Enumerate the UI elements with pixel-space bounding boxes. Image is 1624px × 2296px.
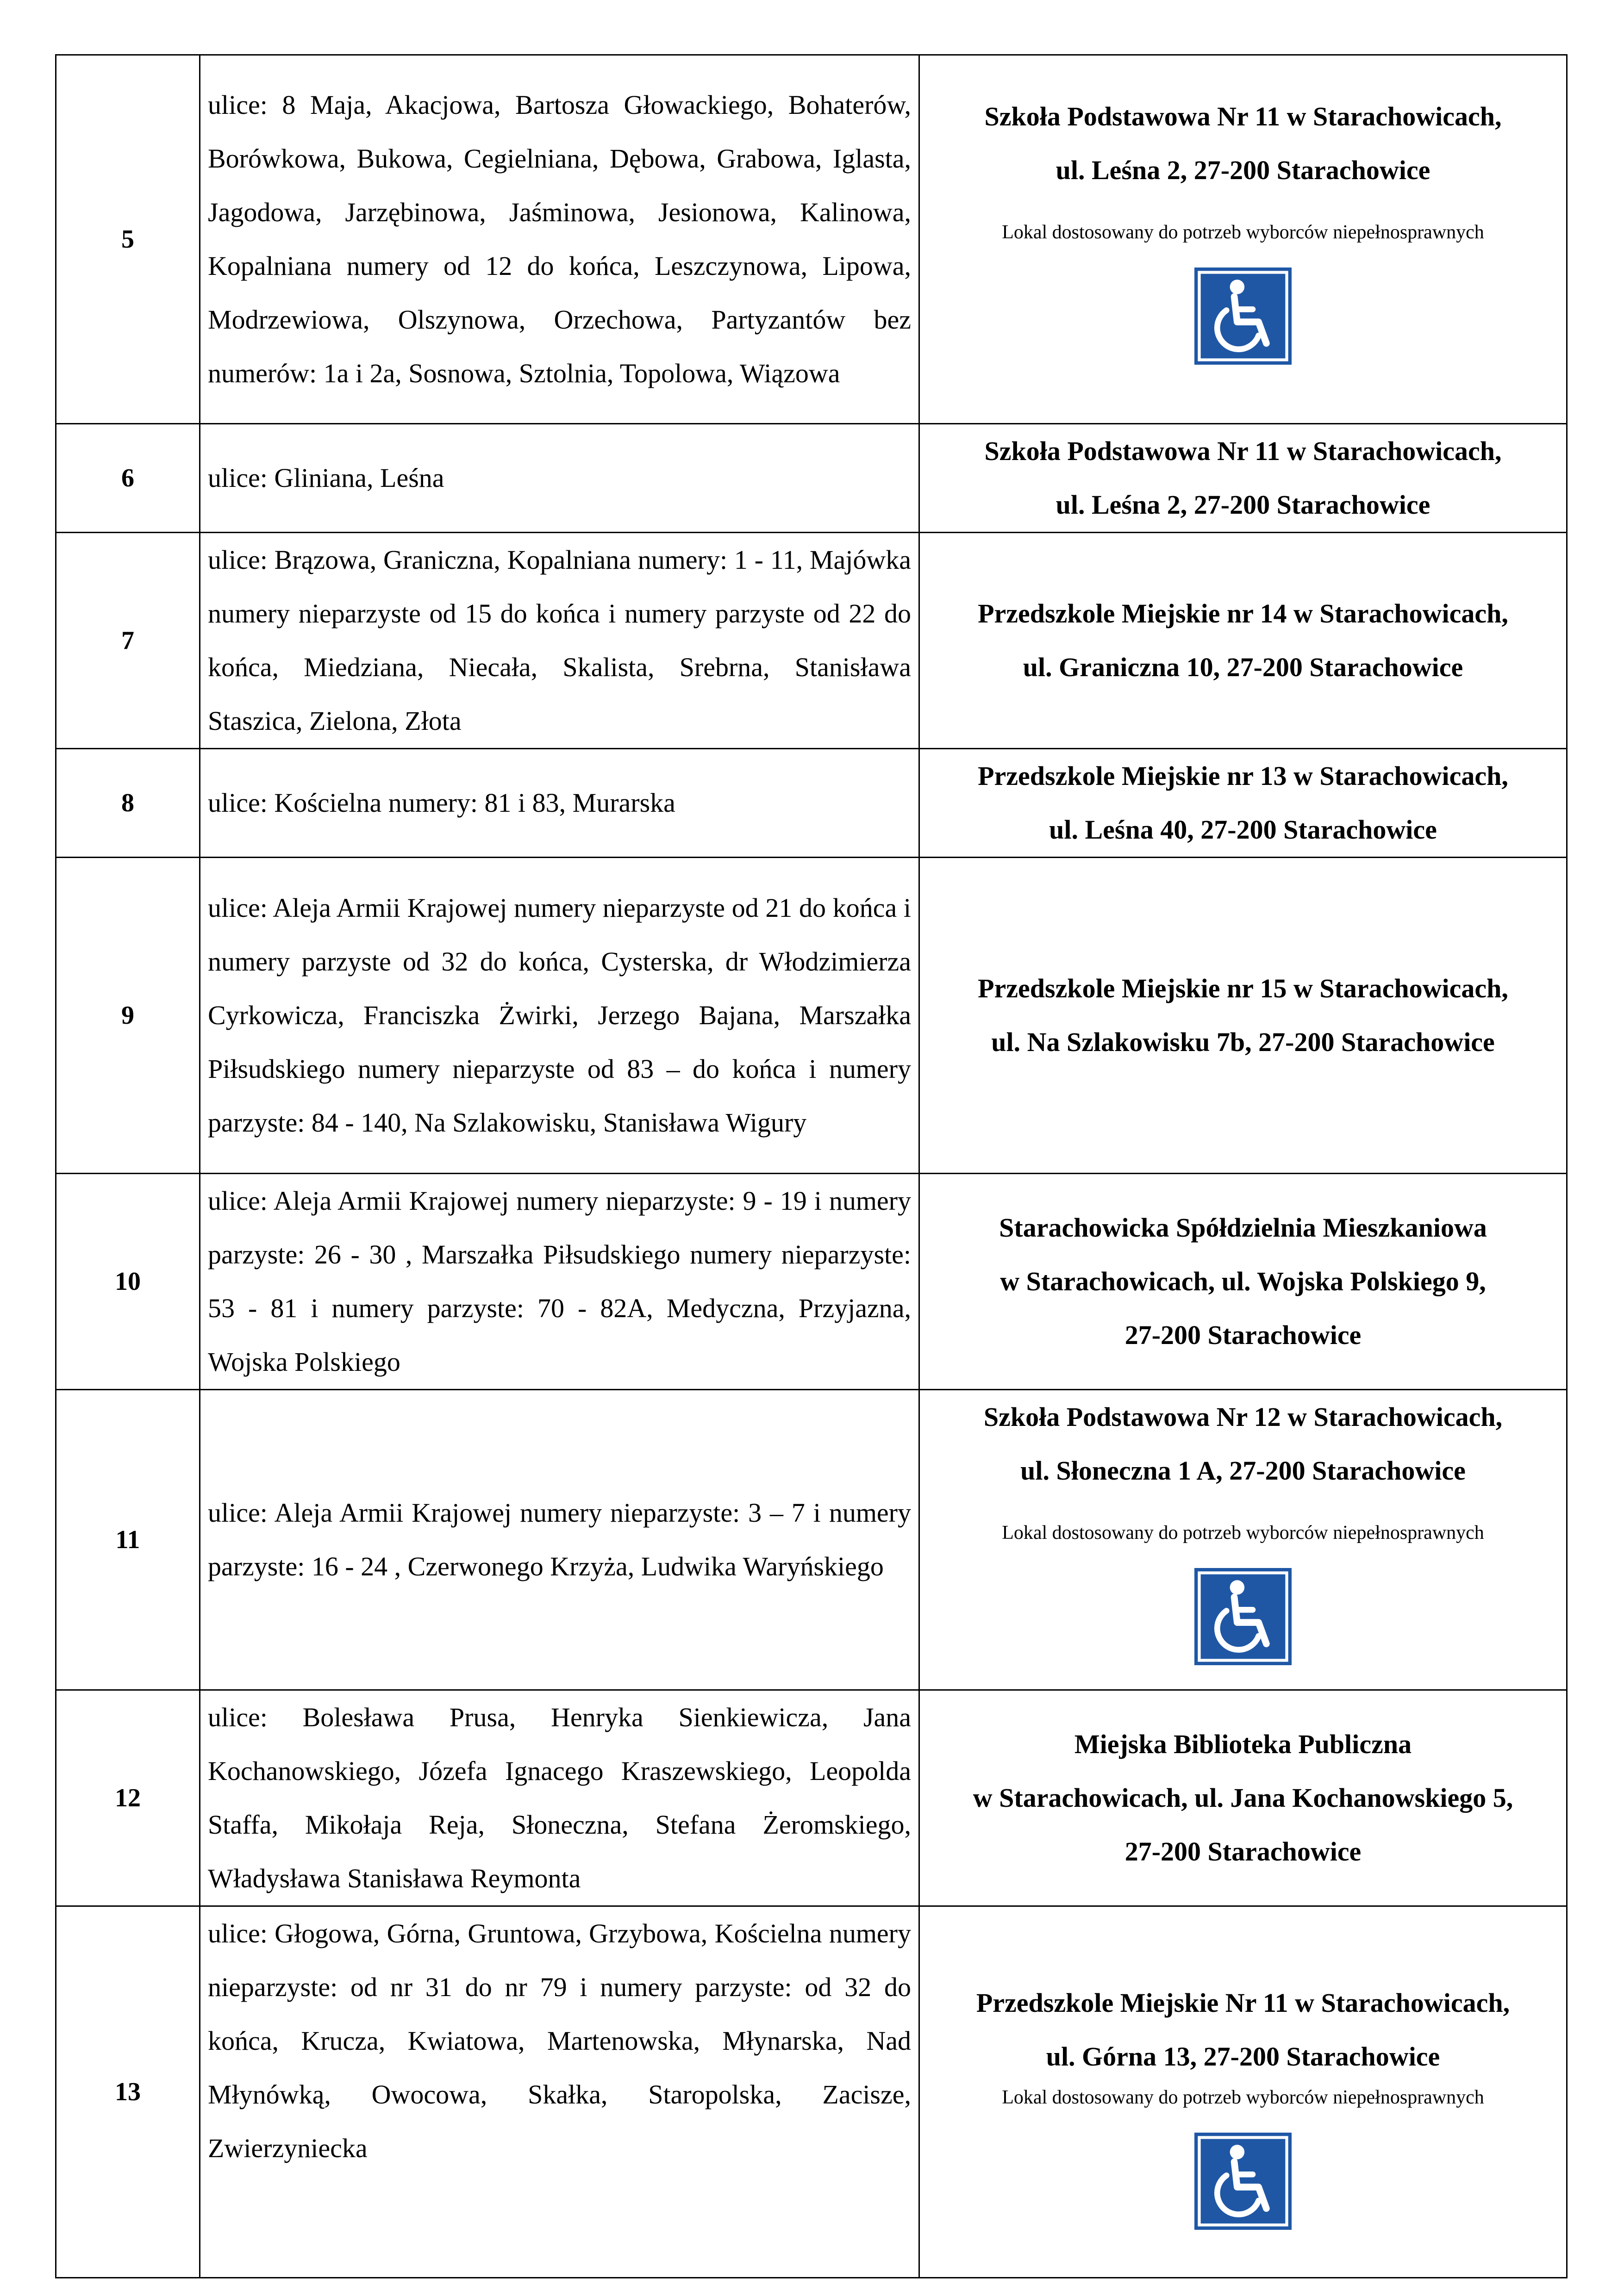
table-row bbox=[56, 1690, 1567, 1906]
wheelchair-accessible-icon bbox=[1194, 1568, 1292, 1665]
streets-list: ulice: Aleja Armii Krajowej numery nieparzyste: 9 - 19 i numery parzyste: 26 - 30 , Marszałka Piłsudskiego numery nieparzyste: 53 - 81 i numery parzyste: 70 - 82A, Medyczna, Przyjazna, Wojska Polskiego bbox=[200, 1174, 919, 1390]
polling-place bbox=[919, 55, 1567, 424]
place-name: Szkoła Podstawowa Nr 12 w Starachowicach, bbox=[983, 1402, 1503, 1432]
place-address: ul. Na Szlakowisku 7b, 27-200 Starachowice bbox=[991, 1027, 1495, 1057]
table-row bbox=[56, 55, 1567, 424]
district-number: 12 bbox=[56, 1690, 200, 1906]
polling-place bbox=[919, 858, 1567, 1174]
table-row bbox=[56, 1906, 1567, 2278]
polling-place bbox=[919, 1174, 1567, 1390]
accessibility-note: Lokal dostosowany do potrzeb wyborców niepełnosprawnych bbox=[1002, 1522, 1484, 1543]
table-row bbox=[56, 533, 1567, 749]
place-postcode: 27-200 Starachowice bbox=[1124, 1836, 1362, 1867]
table-row bbox=[56, 749, 1567, 858]
place-name: Przedszkole Miejskie nr 14 w Starachowicach, bbox=[978, 598, 1508, 628]
polling-place bbox=[919, 424, 1567, 533]
polling-place bbox=[919, 749, 1567, 858]
place-address: w Starachowicach, ul. Jana Kochanowskiego 5, bbox=[973, 1783, 1513, 1813]
table-row bbox=[56, 1174, 1567, 1390]
document-page bbox=[55, 54, 1566, 2278]
wheelchair-accessible-icon bbox=[1194, 268, 1292, 365]
place-name: Szkoła Podstawowa Nr 11 w Starachowicach, bbox=[984, 436, 1502, 466]
place-postcode: 27-200 Starachowice bbox=[1124, 1320, 1362, 1350]
place-name: Szkoła Podstawowa Nr 11 w Starachowicach, bbox=[984, 101, 1502, 131]
accessibility-note: Lokal dostosowany do potrzeb wyborców niepełnosprawnych bbox=[1002, 222, 1484, 243]
wheelchair-accessible-icon bbox=[1194, 2133, 1292, 2230]
streets-list: ulice: Głogowa, Górna, Gruntowa, Grzybowa, Kościelna numery nieparzyste: od nr 31 do nr 79 i numery parzyste: od 32 do końca, Krucza, Kwiatowa, Martenowska, Młynarska, Nad Młynówką, Owocowa, Skałka, Staropolska, Zacisze, Zwierzyniecka bbox=[200, 1906, 919, 2278]
place-name: Miejska Biblioteka Publiczna bbox=[1074, 1729, 1412, 1759]
district-number: 5 bbox=[56, 55, 200, 424]
streets-list: ulice: 8 Maja, Akacjowa, Bartosza Głowackiego, Bohaterów, Borówkowa, Bukowa, Cegielniana, Dębowa, Grabowa, Iglasta, Jagodowa, Jarzębinowa, Jaśminowa, Jesionowa, Kalinowa, Kopalniana numery od 12 do końca, Leszczynowa, Lipowa, Modrzewiowa, Olszynowa, Orzechowa, Partyzantów bez numerów: 1a i 2a, Sosnowa, Sztolnia, Topolowa, Wiązowa bbox=[200, 55, 919, 424]
place-address: ul. Graniczna 10, 27-200 Starachowice bbox=[1023, 652, 1463, 682]
polling-place bbox=[919, 533, 1567, 749]
district-number: 8 bbox=[56, 749, 200, 858]
streets-list: ulice: Brązowa, Graniczna, Kopalniana numery: 1 - 11, Majówka numery nieparzyste od 15 do końca i numery parzyste od 22 do końca, Miedziana, Niecała, Skalista, Srebrna, Stanisława Staszica, Zielona, Złota bbox=[200, 533, 919, 749]
district-number: 9 bbox=[56, 858, 200, 1174]
place-name: Przedszkole Miejskie nr 15 w Starachowicach, bbox=[978, 973, 1508, 1003]
place-name: Przedszkole Miejskie Nr 11 w Starachowicach, bbox=[976, 1988, 1510, 2018]
place-name: Starachowicka Spółdzielnia Mieszkaniowa bbox=[999, 1213, 1487, 1243]
place-address: w Starachowicach, ul. Wojska Polskiego 9, bbox=[1000, 1266, 1486, 1296]
polling-districts-table bbox=[55, 54, 1568, 2278]
place-address: ul. Górna 13, 27-200 Starachowice bbox=[1046, 2041, 1440, 2072]
place-address: ul. Leśna 2, 27-200 Starachowice bbox=[1056, 490, 1430, 520]
district-number: 6 bbox=[56, 424, 200, 533]
table-row bbox=[56, 858, 1567, 1174]
streets-list: ulice: Aleja Armii Krajowej numery nieparzyste: 3 – 7 i numery parzyste: 16 - 24 , Czerwonego Krzyża, Ludwika Waryńskiego bbox=[200, 1390, 919, 1690]
polling-place bbox=[919, 1906, 1567, 2278]
table-row bbox=[56, 1390, 1567, 1690]
district-number: 7 bbox=[56, 533, 200, 749]
table-row bbox=[56, 424, 1567, 533]
polling-place bbox=[919, 1690, 1567, 1906]
district-number: 11 bbox=[56, 1390, 200, 1690]
streets-list: ulice: Gliniana, Leśna bbox=[200, 424, 919, 533]
streets-list: ulice: Bolesława Prusa, Henryka Sienkiewicza, Jana Kochanowskiego, Józefa Ignacego Kraszewskiego, Leopolda Staffa, Mikołaja Reja, Słoneczna, Stefana Żeromskiego, Władysława Stanisława Reymonta bbox=[200, 1690, 919, 1906]
place-address: ul. Słoneczna 1 A, 27-200 Starachowice bbox=[1020, 1456, 1466, 1486]
place-name: Przedszkole Miejskie nr 13 w Starachowicach, bbox=[978, 761, 1508, 791]
district-number: 10 bbox=[56, 1174, 200, 1390]
place-address: ul. Leśna 40, 27-200 Starachowice bbox=[1049, 815, 1437, 845]
polling-place bbox=[919, 1390, 1567, 1690]
district-number: 13 bbox=[56, 1906, 200, 2278]
streets-list: ulice: Kościelna numery: 81 i 83, Murarska bbox=[200, 749, 919, 858]
accessibility-note: Lokal dostosowany do potrzeb wyborców niepełnosprawnych bbox=[1002, 2087, 1484, 2108]
place-address: ul. Leśna 2, 27-200 Starachowice bbox=[1056, 155, 1430, 185]
streets-list: ulice: Aleja Armii Krajowej numery nieparzyste od 21 do końca i numery parzyste od 32 do końca, Cysterska, dr Włodzimierza Cyrkowicza, Franciszka Żwirki, Jerzego Bajana, Marszałka Piłsudskiego numery nieparzyste od 83 – do końca i numery parzyste: 84 - 140, Na Szlakowisku, Stanisława Wigury bbox=[200, 858, 919, 1174]
